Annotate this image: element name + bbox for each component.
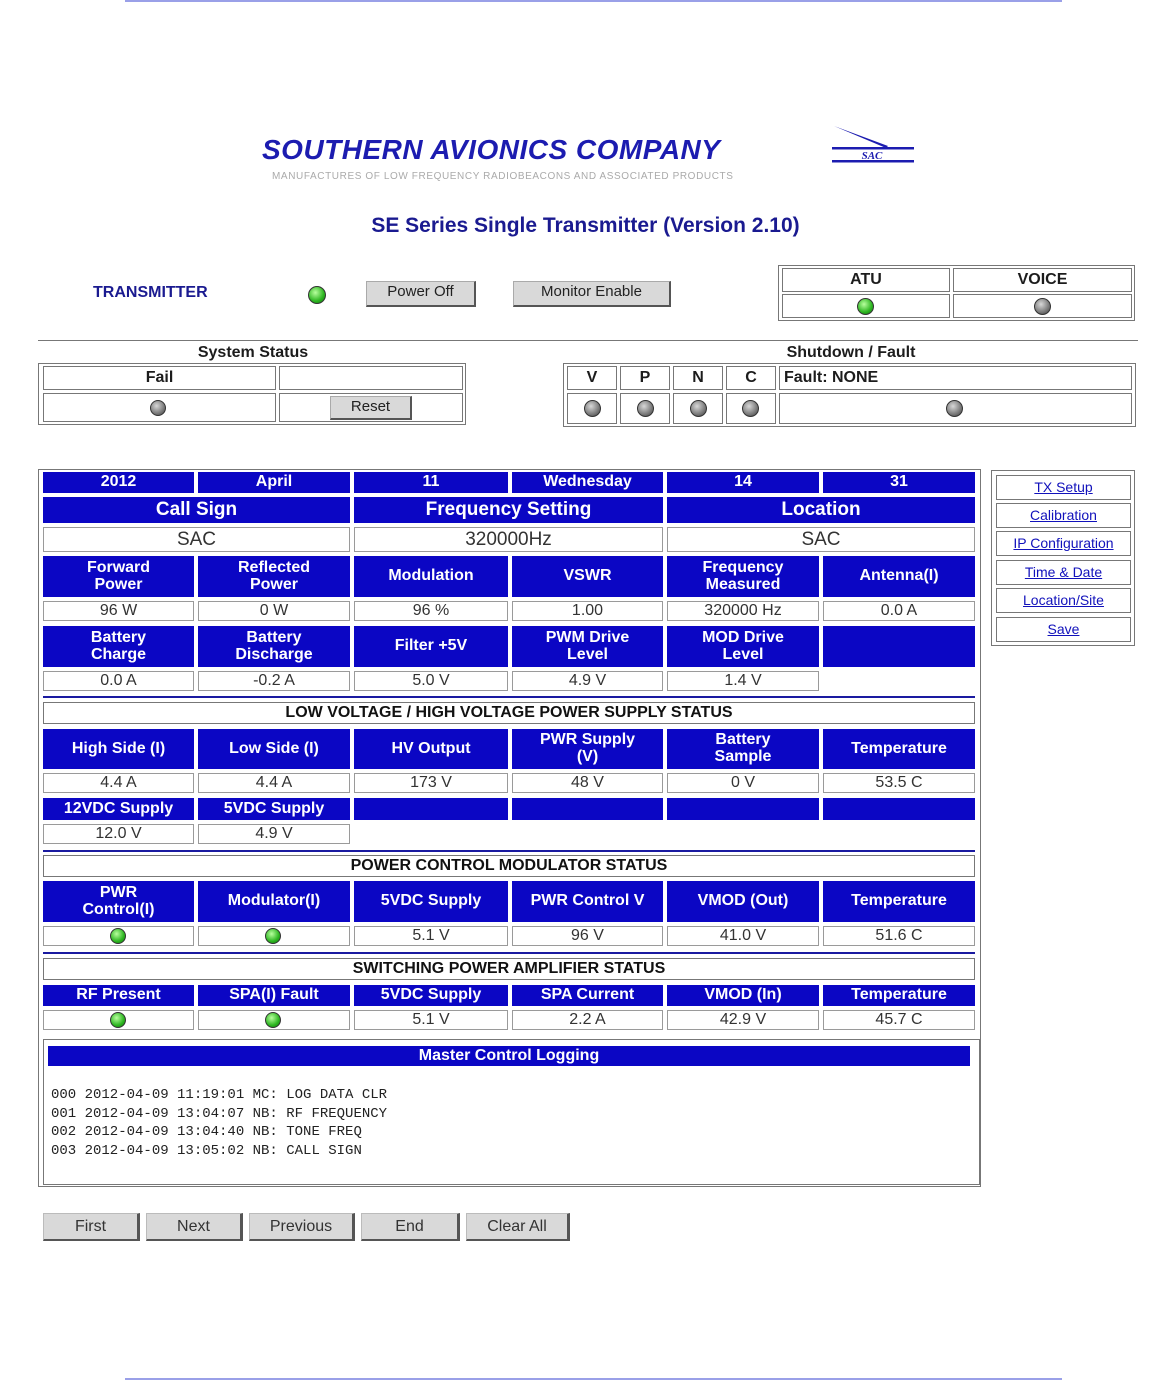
header-line: 5VDC Supply [380,986,482,1004]
power-supply-title: LOW VOLTAGE / HIGH VOLTAGE POWER SUPPLY STATUS [43,702,975,724]
header-line: Battery [246,628,302,646]
power-supply-header-3 [512,729,663,769]
spa-fault-led [265,1012,281,1028]
meters2-header-1 [198,626,350,667]
end-button[interactable]: End [361,1213,460,1241]
sidebar-link-save[interactable]: Save [996,617,1131,642]
header-line: Low Side (I) [229,739,319,757]
amplifier-header-2 [354,985,508,1006]
header-line: RF Present [76,986,161,1004]
modulator-header-1 [198,881,350,922]
spa-5vdc-value: 5.1 V [354,1010,508,1030]
header-line: PWR Supply [539,731,636,749]
first-button[interactable]: First [43,1213,140,1241]
header-line: Reflected [237,558,311,576]
blank-header [667,798,819,820]
header-line: Modulation [388,567,474,585]
svg-text:SAC: SAC [861,150,883,162]
c-header: C [726,366,776,390]
pwr-supply-value: 48 V [512,773,663,793]
blank-header [823,798,975,820]
p-led [637,400,654,417]
previous-button[interactable]: Previous [249,1213,355,1241]
shutdown-fault-title: Shutdown / Fault [786,344,916,361]
transmitter-status-led [308,286,326,304]
battery-sample-value: 0 V [667,773,819,793]
battery-charge-value: 0.0 A [43,671,194,691]
pwr-control-v-value: 96 V [512,926,663,946]
amplifier-header-0 [43,985,194,1006]
12vdc-supply-header: 12VDC Supply [43,798,194,820]
call-sign-value: SAC [43,527,350,552]
sac-logo [828,124,918,175]
header-line: Battery [715,731,771,749]
vmod-out-value: 41.0 V [667,926,819,946]
header-line: Charge [90,645,147,663]
frequency-setting-value: 320000Hz [354,527,663,552]
modulator-header-4 [667,881,819,922]
mod-drive-value: 1.4 V [667,671,819,691]
battery-discharge-value: -0.2 A [198,671,350,691]
fail-header: Fail [43,366,276,390]
header-line: Forward [86,558,151,576]
header-line: Control(I) [82,900,155,918]
meters1-header-0 [43,556,194,597]
header-line: VSWR [563,567,612,585]
meters2-header-4 [667,626,819,667]
header-line: Discharge [235,645,313,663]
c-led [742,400,759,417]
reflected-power-value: 0 W [198,601,350,621]
section-rule [43,696,975,698]
header-line: PWR Control V [530,892,645,910]
bottom-rule [125,1378,1062,1380]
monitor-enable-button[interactable]: Monitor Enable [513,281,671,307]
reset-button[interactable]: Reset [330,396,412,420]
atu-led [857,298,874,315]
top-rule [125,0,1062,2]
v-led [584,400,601,417]
header-line: Filter +5V [394,637,468,655]
fault-led [946,400,963,417]
amplifier-title: SWITCHING POWER AMPLIFIER STATUS [43,958,975,980]
header-line: SPA(I) Fault [229,986,319,1004]
header-line: PWM Drive [545,628,630,646]
high-side-value: 4.4 A [43,773,194,793]
amplifier-header-5 [823,985,975,1006]
modulator-led [265,928,281,944]
section-rule [43,952,975,954]
frequency-measured-value: 320000 Hz [667,601,819,621]
divider [38,340,1138,341]
header-line: (V) [576,748,599,765]
fault-header: Fault: NONE [779,366,1132,390]
sidebar-link-time-date[interactable]: Time & Date [996,560,1131,585]
header-line: PWR [99,883,138,901]
amplifier-header-1 [198,985,350,1006]
header-line: VMOD (Out) [697,892,789,910]
vmod-in-value: 42.9 V [667,1010,819,1030]
location-value: SAC [667,527,975,552]
rf-present-led [110,1012,126,1028]
meters1-header-4 [667,556,819,597]
header-line: Power [249,575,298,593]
header-line: Level [567,645,608,663]
low-side-value: 4.4 A [198,773,350,793]
header-line: Temperature [851,739,947,757]
system-status-blank [279,366,463,390]
date-year: 2012 [43,472,194,493]
pwm-drive-value: 4.9 V [512,671,663,691]
date-month: April [198,472,350,493]
meters1-header-5 [823,556,975,597]
meters1-header-1 [198,556,350,597]
logging-title: Master Control Logging [48,1046,970,1066]
header-line: Frequency [702,558,784,576]
header-line: Temperature [851,892,947,910]
forward-power-value: 96 W [43,601,194,621]
amplifier-header-4 [667,985,819,1006]
sidebar-link-ip-configuration[interactable]: IP Configuration [996,531,1131,556]
log-line: 002 2012-04-09 13:04:40 NB: TONE FREQ [51,1124,362,1140]
power-supply-header-4 [667,729,819,769]
location-header: Location [667,497,975,523]
blank-header [354,798,508,820]
header-line: Antenna(I) [859,567,939,585]
header-line: Battery [90,628,147,646]
filter-5v-value: 5.0 V [354,671,508,691]
power-supply-header-0 [43,729,194,769]
modulator-title: POWER CONTROL MODULATOR STATUS [43,855,975,877]
section-rule [43,850,975,852]
12vdc-supply-value: 12.0 V [43,824,194,844]
5vdc-supply-header: 5VDC Supply [198,798,350,820]
date-day: 11 [354,472,508,493]
antenna-current-value: 0.0 A [823,601,975,621]
log-text[interactable] [51,1086,387,1160]
call-sign-header: Call Sign [43,497,350,523]
frequency-setting-header: Frequency Setting [354,497,663,523]
header-line: MOD Drive [702,628,784,646]
modulator-header-3 [512,881,663,922]
voice-header: VOICE [953,268,1132,292]
voice-led [1034,298,1051,315]
n-led [690,400,707,417]
sidebar-link-tx-setup[interactable]: TX Setup [996,475,1131,500]
header-line: Temperature [851,986,947,1004]
header-line: Power [94,575,143,593]
n-header: N [673,366,723,390]
power-supply-header-1 [198,729,350,769]
pwr-control-led [110,928,126,944]
company-name: SOUTHERN AVIONICS COMPANY [262,134,721,165]
log-line: 001 2012-04-09 13:04:07 NB: RF FREQUENCY [51,1105,388,1122]
header-line: Measured [705,575,781,593]
time-hour: 14 [667,472,819,493]
log-line: 003 2012-04-09 13:05:02 NB: CALL SIGN [51,1142,362,1159]
system-status-title: System Status [197,344,309,361]
header-line: HV Output [391,739,471,757]
modulator-header-5 [823,881,975,922]
mod-5vdc-value: 5.1 V [354,926,508,946]
atu-header: ATU [782,268,950,292]
vswr-value: 1.00 [512,601,663,621]
blank-header [512,798,663,820]
log-line: 000 2012-04-09 11:19:01 MC: LOG DATA CLR [51,1087,388,1103]
power-supply-header-5 [823,729,975,769]
mod-temperature-value: 51.6 C [823,926,975,946]
ps-temperature-value: 53.5 C [823,773,975,793]
clear-all-button[interactable]: Clear All [466,1213,570,1241]
sidebar-link-calibration[interactable]: Calibration [996,503,1131,528]
header-line: VMOD (In) [704,986,782,1004]
header-line: Modulator(I) [227,892,321,910]
header-line: Level [722,645,764,663]
meters2-header-0 [43,626,194,667]
transmitter-label: TRANSMITTER [93,284,208,301]
modulation-value: 96 % [354,601,508,621]
page-title: SE Series Single Transmitter (Version 2.10) [371,214,800,237]
spa-temperature-value: 45.7 C [823,1010,975,1030]
spa-current-value: 2.2 A [512,1010,663,1030]
meters2-header-3 [512,626,663,667]
next-button[interactable]: Next [146,1213,243,1241]
modulator-header-2 [354,881,508,922]
header-line: SPA Current [540,986,635,1004]
header-line: 5VDC Supply [380,892,482,910]
header-line: High Side (I) [71,739,166,757]
time-minute: 31 [823,472,975,493]
meters1-header-3 [512,556,663,597]
sidebar-link-location-site[interactable]: Location/Site [996,588,1131,613]
fail-led [150,400,166,416]
p-header: P [620,366,670,390]
hv-output-value: 173 V [354,773,508,793]
modulator-header-0 [43,881,194,922]
power-supply-header-2 [354,729,508,769]
amplifier-header-3 [512,985,663,1006]
header-line: Sample [714,748,772,765]
company-tagline: MANUFACTURES OF LOW FREQUENCY RADIOBEACONS AND ASSOCIATED PRODUCTS [272,171,734,182]
meters1-header-2 [354,556,508,597]
power-off-button[interactable]: Power Off [366,281,476,307]
meters2-header-5 [823,626,975,667]
date-weekday: Wednesday [512,472,663,493]
5vdc-supply-value: 4.9 V [198,824,350,844]
v-header: V [567,366,617,390]
meters2-header-2 [354,626,508,667]
